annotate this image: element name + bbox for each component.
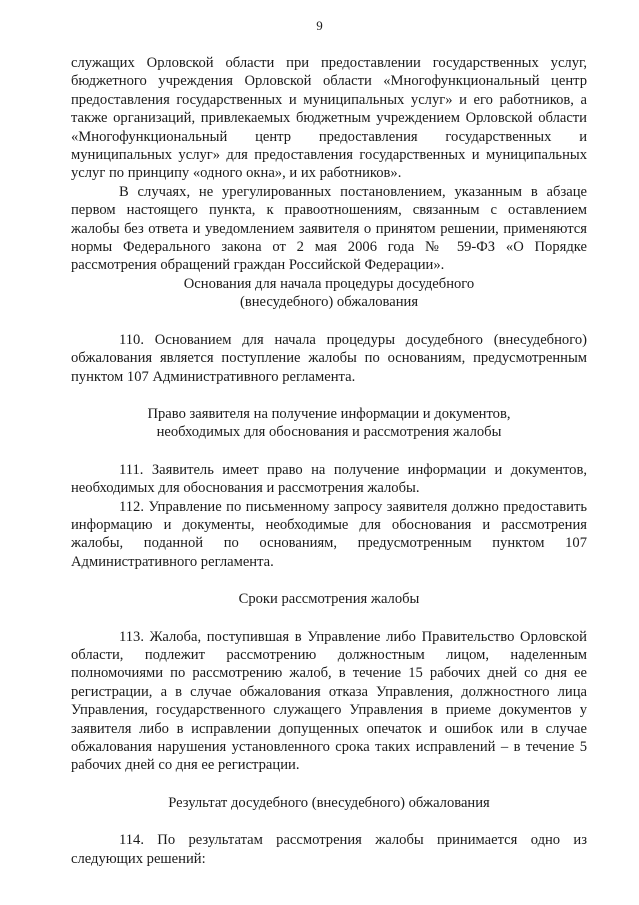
heading-result: Результат досудебного (внесудебного) обжалования	[168, 794, 490, 811]
heading-right-line2: необходимых для обоснования и рассмотрения жалобы	[156, 424, 502, 441]
paragraph-110: 110. Основанием для начала процедуры досудебного (внесудебного) обжалования является поступление жалобы по основаниям, предусмотренным пунктом 107 Административного регламента.	[71, 331, 587, 385]
heading-terms: Сроки рассмотрения жалобы	[238, 591, 420, 608]
heading-grounds-line1: Основания для начала процедуры досудебного	[183, 275, 475, 292]
heading-right-line1: Право заявителя на получение информации и документов,	[147, 405, 511, 422]
paragraph-111: 111. Заявитель имеет право на получение информации и документов, необходимых для обоснования и рассмотрения жалобы.	[71, 461, 587, 497]
paragraph-113: 113. Жалоба, поступившая в Управление либо Правительство Орловской области, подлежит рассмотрению должностным лицом, наделенным полномочиями по рассмотрению жалоб, в течение 15 рабочих дней со дня ее регистрации, а в случае обжалования отказа Управления, должностного лица Управления, государственного служащего Управления в приеме документов у заявителя либо в исправлении допущенных опечаток и ошибок или в случае обжалования нарушения установленного срока таких исправлений – в течение 5 рабочих дней со дня ее регистрации.	[71, 628, 587, 774]
paragraph-114: 114. По результатам рассмотрения жалобы принимается одно из следующих решений:	[71, 832, 587, 867]
page-number: 9	[316, 18, 323, 33]
paragraph-cases: В случаях, не урегулированных постановлением, указанным в абзаце первом настоящего пункта, к правоотношениям, связанным с оставлением жалобы без ответа и уведомлением заявителя о принятом решении, применяются нормы Федерального закона от 2 мая 2006 года № 59-ФЗ «О Порядке рассмотрения обращений граждан Российской Федерации».	[71, 183, 587, 274]
paragraph-112: 112. Управление по письменному запросу заявителя должно предоставить информацию и документы, необходимые для обоснования и рассмотрения жалобы, поданной по основаниям, предусмотренным пунктом 107 Административного регламента.	[71, 498, 587, 570]
heading-applicant-right	[71, 405, 587, 442]
heading-grounds-line2: (внесудебного) обжалования	[239, 294, 419, 311]
document-body	[71, 54, 587, 868]
paragraph-continuation: служащих Орловской области при предоставлении государственных услуг, бюджетного учреждения Орловской области «Многофункциональный центр предоставления государственных и муниципальных услуг» и его работников, а также организаций, привлекаемых бюджетным учреждением Орловской области «Многофункциональный центр предоставления государственных и муниципальных услуг» для предоставления государственных и муниципальных услуг по принципу «одного окна», и их работников».	[71, 55, 587, 182]
heading-grounds	[71, 275, 587, 312]
